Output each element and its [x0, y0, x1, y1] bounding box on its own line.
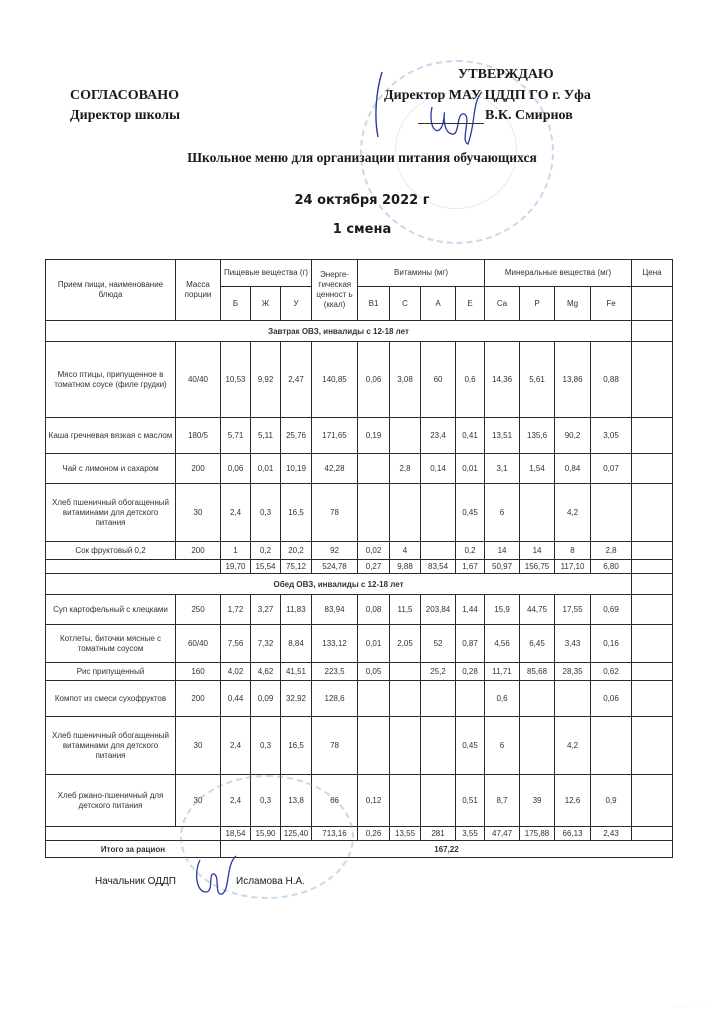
value-c [390, 775, 421, 827]
total-e: 3,55 [456, 827, 485, 841]
total-ca: 50,97 [485, 560, 520, 574]
col-vitamins-header: Витамины (мг) [358, 260, 485, 287]
value-b1: 0,01 [358, 625, 390, 663]
value-energy: 42,28 [312, 454, 358, 484]
total-p: 156,75 [520, 560, 555, 574]
col-fe-header: Fe [591, 287, 632, 321]
dish-price [632, 418, 673, 454]
value-zh: 0,01 [251, 454, 281, 484]
value-energy: 128,6 [312, 681, 358, 717]
value-e: 0,28 [456, 663, 485, 681]
value-b: 5,71 [221, 418, 251, 454]
dish-price [632, 342, 673, 418]
value-b1: 0,19 [358, 418, 390, 454]
dish-name: Мясо птицы, припущенное в томатном соусе (филе грудки) [46, 342, 176, 418]
total-fe: 2,43 [591, 827, 632, 841]
value-a: 52 [421, 625, 456, 663]
dish-name: Компот из смеси сухофруктов [46, 681, 176, 717]
grand-total-row [46, 841, 673, 858]
value-e [456, 681, 485, 717]
value-fe: 0,62 [591, 663, 632, 681]
value-zh: 0,09 [251, 681, 281, 717]
value-ca: 3,1 [485, 454, 520, 484]
col-fat-header: Ж [251, 287, 281, 321]
table-row [46, 454, 673, 484]
value-ca: 0,6 [485, 681, 520, 717]
total-b: 19,70 [221, 560, 251, 574]
total-c: 13,55 [390, 827, 421, 841]
value-e: 1,44 [456, 595, 485, 625]
value-ca: 15,9 [485, 595, 520, 625]
value-a: 23,4 [421, 418, 456, 454]
value-a: 203,84 [421, 595, 456, 625]
value-c [390, 681, 421, 717]
col-meal-header: Прием пищи, наименование блюда [46, 260, 176, 321]
value-b1: 0,02 [358, 542, 390, 560]
value-e: 0,01 [456, 454, 485, 484]
value-p: 85,68 [520, 663, 555, 681]
col-carbs-header: У [281, 287, 312, 321]
col-energy-header: Энерге-тическая ценност ь (ккал) [312, 260, 358, 321]
value-mg: 0,84 [555, 454, 591, 484]
value-fe: 0,69 [591, 595, 632, 625]
value-zh: 0,2 [251, 542, 281, 560]
dish-mass: 40/40 [176, 342, 221, 418]
value-p: 44,75 [520, 595, 555, 625]
value-ca: 11,71 [485, 663, 520, 681]
value-b1: 0,05 [358, 663, 390, 681]
value-fe: 0,06 [591, 681, 632, 717]
dish-mass: 60/40 [176, 625, 221, 663]
value-zh: 4,62 [251, 663, 281, 681]
value-u: 16,5 [281, 484, 312, 542]
agreed-title: СОГЛАСОВАНО [70, 88, 179, 103]
value-b: 2,4 [221, 775, 251, 827]
value-a [421, 681, 456, 717]
table-row [46, 717, 673, 775]
section-price-cell [632, 321, 673, 342]
value-energy: 66 [312, 775, 358, 827]
total-mg: 66,13 [555, 827, 591, 841]
value-mg: 4,2 [555, 484, 591, 542]
value-energy: 223,5 [312, 663, 358, 681]
dish-price [632, 775, 673, 827]
value-p: 1,54 [520, 454, 555, 484]
total-b: 18,54 [221, 827, 251, 841]
total-energy: 713,16 [312, 827, 358, 841]
dish-price [632, 681, 673, 717]
value-zh: 0,3 [251, 775, 281, 827]
dish-mass: 200 [176, 681, 221, 717]
table-row [46, 342, 673, 418]
approved-name: В.К. Смирнов [485, 108, 573, 123]
value-mg [555, 681, 591, 717]
dish-mass: 30 [176, 775, 221, 827]
total-fe: 6,80 [591, 560, 632, 574]
value-e: 0,45 [456, 484, 485, 542]
value-fe: 0,16 [591, 625, 632, 663]
value-energy: 92 [312, 542, 358, 560]
dish-name: Хлеб пшеничный обогащенный витаминами для детского питания [46, 484, 176, 542]
value-p: 135,6 [520, 418, 555, 454]
value-ca: 6 [485, 717, 520, 775]
value-c: 2,05 [390, 625, 421, 663]
value-p: 14 [520, 542, 555, 560]
value-p [520, 681, 555, 717]
dish-mass: 30 [176, 717, 221, 775]
value-e: 0,51 [456, 775, 485, 827]
grand-total-label: Итого за рацион [46, 841, 221, 858]
value-u: 32,92 [281, 681, 312, 717]
total-mg: 117,10 [555, 560, 591, 574]
footer-name: Исламова Н.А. [236, 876, 306, 887]
value-ca: 14,36 [485, 342, 520, 418]
value-a: 60 [421, 342, 456, 418]
dish-price [632, 625, 673, 663]
col-mg-header: Mg [555, 287, 591, 321]
col-ca-header: Ca [485, 287, 520, 321]
section-total-price [632, 560, 673, 574]
dish-price [632, 663, 673, 681]
value-b: 2,4 [221, 717, 251, 775]
value-e: 0,45 [456, 717, 485, 775]
value-a: 25,2 [421, 663, 456, 681]
grand-total-value: 167,22 [221, 841, 673, 858]
value-mg: 13,86 [555, 342, 591, 418]
section-total-label [46, 560, 221, 574]
section-total-row [46, 560, 673, 574]
table-row [46, 542, 673, 560]
dish-mass: 250 [176, 595, 221, 625]
dish-mass: 180/5 [176, 418, 221, 454]
value-b: 1,72 [221, 595, 251, 625]
value-u: 10,19 [281, 454, 312, 484]
total-u: 125,40 [281, 827, 312, 841]
value-fe [591, 484, 632, 542]
value-ca: 14 [485, 542, 520, 560]
total-b1: 0,26 [358, 827, 390, 841]
value-p: 39 [520, 775, 555, 827]
value-mg: 17,55 [555, 595, 591, 625]
agreed-position: Директор школы [70, 108, 181, 123]
value-energy: 171,65 [312, 418, 358, 454]
value-u: 8,84 [281, 625, 312, 663]
approved-title: УТВЕРЖДАЮ [458, 67, 554, 82]
value-b: 7,56 [221, 625, 251, 663]
value-energy: 83,94 [312, 595, 358, 625]
total-energy: 524,78 [312, 560, 358, 574]
col-nutrients-header: Пищевые вещества (г) [221, 260, 312, 287]
value-zh: 3,27 [251, 595, 281, 625]
total-a: 83,54 [421, 560, 456, 574]
col-price-header: Цена [632, 260, 673, 287]
total-p: 175,88 [520, 827, 555, 841]
total-ca: 47,47 [485, 827, 520, 841]
menu-date: 24 октября 2022 г [294, 193, 430, 208]
dish-name: Каша гречневая вязкая с маслом [46, 418, 176, 454]
dish-name: Рис припущенный [46, 663, 176, 681]
dish-price [632, 542, 673, 560]
total-b1: 0,27 [358, 560, 390, 574]
value-e: 0,2 [456, 542, 485, 560]
value-c: 2,8 [390, 454, 421, 484]
dish-name: Хлеб пшеничный обогащенный витаминами для детского питания [46, 717, 176, 775]
value-a [421, 775, 456, 827]
value-p [520, 717, 555, 775]
value-e: 0,87 [456, 625, 485, 663]
col-a-header: А [421, 287, 456, 321]
value-mg: 3,43 [555, 625, 591, 663]
value-b1 [358, 717, 390, 775]
footer-role: Начальник ОДДП [95, 876, 176, 887]
value-fe: 0,07 [591, 454, 632, 484]
document-title: Школьное меню для организации питания обучающихся [187, 150, 537, 165]
signature-line [418, 123, 484, 124]
value-energy: 78 [312, 484, 358, 542]
value-b1 [358, 454, 390, 484]
value-fe: 0,9 [591, 775, 632, 827]
value-zh: 0,3 [251, 484, 281, 542]
value-energy: 78 [312, 717, 358, 775]
value-energy: 140,85 [312, 342, 358, 418]
table-row [46, 625, 673, 663]
dish-mass: 30 [176, 484, 221, 542]
col-e-header: Е [456, 287, 485, 321]
dish-mass: 200 [176, 542, 221, 560]
dish-name: Чай с лимоном и сахаром [46, 454, 176, 484]
value-b1: 0,06 [358, 342, 390, 418]
value-fe: 3,05 [591, 418, 632, 454]
total-e: 1,67 [456, 560, 485, 574]
value-fe: 0,88 [591, 342, 632, 418]
table-row [46, 418, 673, 454]
value-mg: 28,35 [555, 663, 591, 681]
dish-price [632, 484, 673, 542]
value-u: 16,5 [281, 717, 312, 775]
section-price-cell [632, 574, 673, 595]
value-energy: 133,12 [312, 625, 358, 663]
value-zh: 9,92 [251, 342, 281, 418]
total-zh: 15,90 [251, 827, 281, 841]
value-p [520, 484, 555, 542]
value-fe [591, 717, 632, 775]
value-a [421, 542, 456, 560]
value-u: 13,8 [281, 775, 312, 827]
value-u: 25,76 [281, 418, 312, 454]
value-c [390, 663, 421, 681]
dish-name: Хлеб ржано-пшеничный для детского питания [46, 775, 176, 827]
value-b: 4,02 [221, 663, 251, 681]
footer-signature-icon [192, 852, 242, 900]
col-minerals-header: Минеральные вещества (мг) [485, 260, 632, 287]
value-c: 4 [390, 542, 421, 560]
value-b: 2,4 [221, 484, 251, 542]
col-p-header: P [520, 287, 555, 321]
total-u: 75,12 [281, 560, 312, 574]
value-a: 0,14 [421, 454, 456, 484]
value-c [390, 418, 421, 454]
scan-artifact: · · · · [673, 1002, 712, 1011]
table-row [46, 663, 673, 681]
menu-table [45, 259, 673, 858]
total-zh: 15,54 [251, 560, 281, 574]
col-c-header: С [390, 287, 421, 321]
value-u: 11,83 [281, 595, 312, 625]
value-ca: 4,56 [485, 625, 520, 663]
value-c [390, 484, 421, 542]
value-b: 0,44 [221, 681, 251, 717]
value-mg: 90,2 [555, 418, 591, 454]
value-u: 20,2 [281, 542, 312, 560]
value-zh: 7,32 [251, 625, 281, 663]
dish-name: Котлеты, биточки мясные с томатным соусом [46, 625, 176, 663]
value-mg: 12,6 [555, 775, 591, 827]
total-c: 9,88 [390, 560, 421, 574]
value-b1: 0,12 [358, 775, 390, 827]
value-zh: 0,3 [251, 717, 281, 775]
dish-price [632, 595, 673, 625]
value-mg: 8 [555, 542, 591, 560]
section-title: Завтрак ОВЗ, инвалиды с 12-18 лет [46, 321, 632, 342]
section-total-price [632, 827, 673, 841]
value-b1: 0,08 [358, 595, 390, 625]
dish-price [632, 454, 673, 484]
section-total-row [46, 827, 673, 841]
value-b: 1 [221, 542, 251, 560]
table-header-row [46, 260, 673, 287]
table-row [46, 484, 673, 542]
value-a [421, 717, 456, 775]
total-a: 281 [421, 827, 456, 841]
section-title: Обед ОВЗ, инвалиды с 12-18 лет [46, 574, 632, 595]
value-zh: 5,11 [251, 418, 281, 454]
col-price-subheader [632, 287, 673, 321]
value-c [390, 717, 421, 775]
value-c: 3,08 [390, 342, 421, 418]
col-protein-header: Б [221, 287, 251, 321]
dish-name: Суп картофельный с клецками [46, 595, 176, 625]
value-c: 11,5 [390, 595, 421, 625]
section-header-row [46, 321, 673, 342]
value-fe: 2,8 [591, 542, 632, 560]
value-a [421, 484, 456, 542]
value-b1 [358, 484, 390, 542]
dish-mass: 200 [176, 454, 221, 484]
value-e: 0,6 [456, 342, 485, 418]
value-p: 6,45 [520, 625, 555, 663]
dish-name: Сок фруктовый 0,2 [46, 542, 176, 560]
table-row [46, 681, 673, 717]
dish-price [632, 717, 673, 775]
value-e: 0,41 [456, 418, 485, 454]
value-p: 5,61 [520, 342, 555, 418]
col-b1-header: В1 [358, 287, 390, 321]
col-mass-header: Масса порции [176, 260, 221, 321]
dish-mass: 160 [176, 663, 221, 681]
value-u: 2,47 [281, 342, 312, 418]
value-ca: 6 [485, 484, 520, 542]
value-ca: 13,51 [485, 418, 520, 454]
section-header-row [46, 574, 673, 595]
value-ca: 8,7 [485, 775, 520, 827]
value-b: 10,53 [221, 342, 251, 418]
table-row [46, 595, 673, 625]
value-mg: 4,2 [555, 717, 591, 775]
value-u: 41,51 [281, 663, 312, 681]
table-row [46, 775, 673, 827]
value-b1 [358, 681, 390, 717]
menu-shift: 1 смена [332, 222, 392, 237]
value-b: 0,06 [221, 454, 251, 484]
approved-position: Директор МАУ ЦДДП ГО г. Уфа [384, 88, 591, 103]
